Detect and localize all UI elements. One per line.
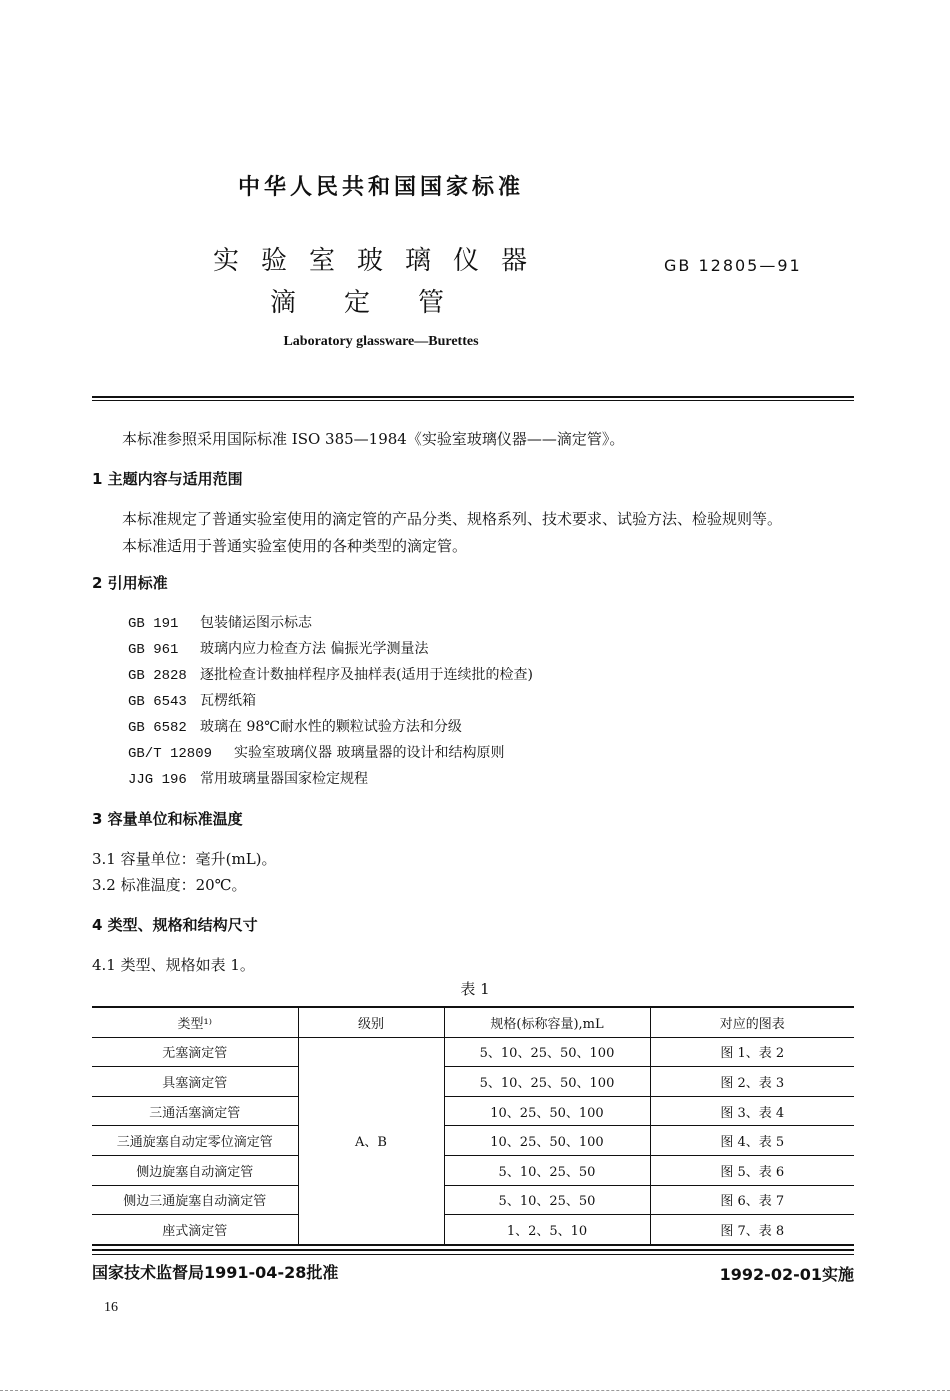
spec-table: [92, 1006, 854, 1246]
cell-spec: 5、10、25、50: [444, 1185, 650, 1215]
section1-heading: 1 主题内容与适用范围: [92, 470, 243, 488]
cell-ref: 图 3、表 4: [650, 1096, 854, 1126]
reference-code: JJG 196: [128, 772, 187, 788]
english-title: Laboratory glassware—Burettes: [283, 334, 479, 349]
cell-type: 侧边三通旋塞自动滴定管: [92, 1185, 298, 1215]
reference-item: [128, 716, 462, 736]
reference-code: GB 6582: [128, 720, 187, 736]
section3-item2: 3.2 标准温度：20℃。: [92, 876, 247, 894]
cell-type: 座式滴定管: [92, 1215, 298, 1245]
reference-title: 玻璃在 98℃耐水性的颗粒试验方法和分级: [200, 719, 462, 735]
cell-ref: 图 5、表 6: [650, 1155, 854, 1185]
reference-title: 瓦楞纸箱: [200, 693, 256, 709]
cell-ref: 图 1、表 2: [650, 1037, 854, 1067]
cell-spec: 5、10、25、50、100: [444, 1067, 650, 1097]
section3-item1: 3.1 容量单位：毫升(mL)。: [92, 850, 277, 868]
cell-ref: 图 2、表 3: [650, 1067, 854, 1097]
column-header-spec: 规格(标称容量),mL: [444, 1007, 650, 1037]
cell-ref: 图 6、表 7: [650, 1185, 854, 1215]
column-header-ref: 对应的图表: [650, 1007, 854, 1037]
reference-code: GB/T 12809: [128, 746, 213, 762]
header-rule-thin: [92, 400, 854, 401]
cell-type: 具塞滴定管: [92, 1067, 298, 1097]
reference-title: 逐批检查计数抽样程序及抽样表(适用于连续批的检查): [200, 667, 533, 683]
table-row: [92, 1185, 854, 1215]
section1-paragraph2: 本标准适用于普通实验室使用的各种类型的滴定管。: [122, 537, 468, 555]
document-title-line1: 实验室玻璃仪器: [212, 246, 549, 276]
reference-title: 玻璃内应力检查方法 偏振光学测量法: [200, 641, 429, 657]
reference-code: GB 191: [128, 616, 179, 632]
reference-item: [128, 690, 256, 710]
column-header-grade: 级别: [298, 1007, 444, 1037]
table-row: [92, 1126, 854, 1156]
table-row: [92, 1096, 854, 1126]
table-row: [92, 1155, 854, 1185]
standard-code: GB 12805—91: [664, 256, 802, 275]
section4-item1: 4.1 类型、规格如表 1。: [92, 956, 255, 974]
table-row: [92, 1067, 854, 1097]
cell-ref: 图 7、表 8: [650, 1215, 854, 1245]
reference-item: [128, 768, 368, 788]
column-header-type: 类型¹⁾: [92, 1007, 298, 1037]
approval-note: 国家技术监督局1991-04-28批准: [92, 1263, 339, 1282]
cell-spec: 5、10、25、50、100: [444, 1037, 650, 1067]
header-rule: [92, 396, 854, 398]
cell-spec: 5、10、25、50: [444, 1155, 650, 1185]
cell-type: 三通旋塞自动定零位滴定管: [92, 1126, 298, 1156]
reference-code: GB 2828: [128, 668, 187, 684]
cell-type: 无塞滴定管: [92, 1037, 298, 1067]
cell-spec: 10、25、50、100: [444, 1126, 650, 1156]
section4-heading: 4 类型、规格和结构尺寸: [92, 916, 258, 934]
cell-type: 三通活塞滴定管: [92, 1096, 298, 1126]
reference-item: [128, 742, 504, 762]
document-title-line2: 滴定管: [269, 288, 492, 318]
table-header-row: [92, 1007, 854, 1037]
reference-code: GB 961: [128, 642, 179, 658]
page-number: 16: [104, 1300, 118, 1315]
reference-code: GB 6543: [128, 694, 187, 710]
section3-heading: 3 容量单位和标准温度: [92, 810, 243, 828]
reference-title: 常用玻璃量器国家检定规程: [200, 771, 368, 787]
national-standard-heading: 中华人民共和国国家标准: [237, 175, 524, 200]
cell-spec: 1、2、5、10: [444, 1215, 650, 1245]
cell-ref: 图 4、表 5: [650, 1126, 854, 1156]
cell-type: 侧边旋塞自动滴定管: [92, 1155, 298, 1185]
section2-heading: 2 引用标准: [92, 574, 168, 592]
footer-rule-thin: [92, 1254, 854, 1255]
section1-paragraph1: 本标准规定了普通实验室使用的滴定管的产品分类、规格系列、技术要求、试验方法、检验规则等。: [122, 510, 783, 528]
scan-edge-line: [0, 1390, 950, 1391]
cell-spec: 10、25、50、100: [444, 1096, 650, 1126]
footer-rule: [92, 1249, 854, 1251]
table-caption: 表 1: [460, 980, 490, 998]
reference-item: [128, 612, 312, 632]
reference-item: [128, 638, 428, 658]
cell-grade: A、B: [298, 1037, 444, 1245]
table-row: [92, 1215, 854, 1245]
reference-item: [128, 664, 533, 684]
reference-title: 实验室玻璃仪器 玻璃量器的设计和结构原则: [234, 745, 505, 761]
effective-date: 1992-02-01实施: [719, 1265, 854, 1284]
intro-paragraph: 本标准参照采用国际标准 ISO 385—1984《实验室玻璃仪器——滴定管》。: [122, 430, 625, 448]
reference-title: 包装储运图示标志: [200, 615, 312, 631]
table-row: [92, 1037, 854, 1067]
